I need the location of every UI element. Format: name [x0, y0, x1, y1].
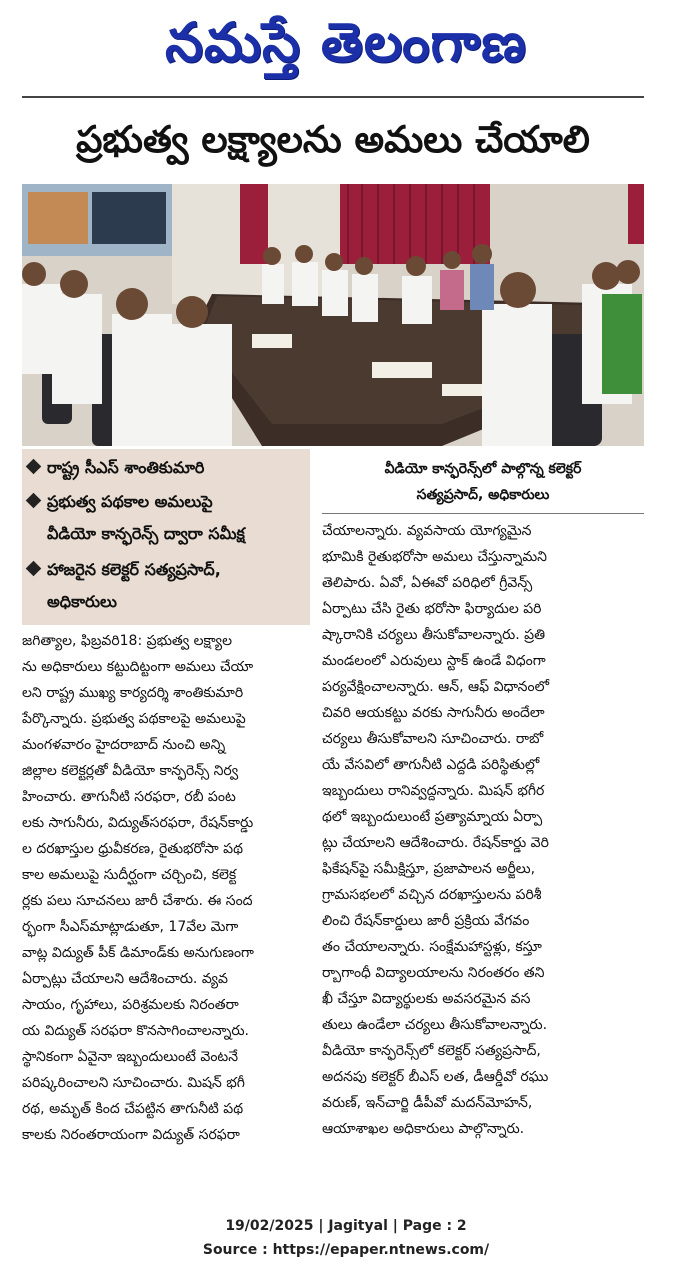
- article-line: తం చేయాలన్నారు. సంక్షేమహాస్టళ్లు, కస్తూ: [322, 939, 542, 955]
- article-line: ను అధికారులు కట్టుదిట్టంగా అమలు చేయా: [22, 659, 254, 675]
- article-line: సాయం, గృహాలు, పరిశ్రమలకు నిరంతరా: [22, 997, 239, 1013]
- photo-illustration: [22, 184, 644, 446]
- highlight-item: హాజరైన కలెక్టర్ సత్యప్రసాద్,: [28, 555, 221, 585]
- masthead-rule: [22, 96, 644, 98]
- footer-source: Source : https://epaper.ntnews.com/: [202, 1242, 490, 1258]
- article-line: జిల్లాల కలెక్టర్లతో వీడియో కాన్ఫరెన్స్ నిర్వ: [22, 763, 239, 779]
- article-line: వీడియో కాన్ఫరెన్స్‌లో కలెక్టర్ సత్యప్రసాద్,: [322, 1043, 541, 1059]
- headline: ప్రభుత్వ లక్ష్యాలను అమలు చేయాలి: [76, 118, 590, 161]
- article-line: థలో ఇబ్బందులుంటే ప్రత్యామ్నాయ ఏర్పా: [322, 809, 543, 825]
- article-line: ఫికేషన్‌పై సమీక్షిస్తూ, ప్రజాపాలన అర్జీలు,: [322, 861, 536, 877]
- article-line: మంగళవారం హైదరాబాద్ నుంచి అన్ని: [22, 737, 226, 753]
- article-line: య విద్యుత్ సరఫరా కొనసాగించాలన్నారు.: [22, 1023, 250, 1039]
- article-line: జగిత్యాల, ఫిబ్రవరి18: ప్రభుత్వ లక్ష్యాల: [22, 633, 233, 649]
- article-line: ల దరఖాస్తుల ధ్రువీకరణ, రైతుభరోసా పథ: [22, 841, 243, 857]
- article-line: వరుణ్, ఇన్‌చార్జి డీపీవో మదన్‌మోహన్,: [322, 1095, 533, 1111]
- article-line: లకు సాగునీరు, విద్యుత్‌సరఫరా, రేషన్‌కార్డు: [22, 815, 254, 831]
- article-line: ర్బాగాంధీ విద్యాలయాలను నిరంతరం తని: [322, 965, 545, 981]
- article-line: చర్యలు తీసుకోవాలని సూచించారు. రాబో: [322, 731, 544, 747]
- article-line: ఏర్పాటు చేసి రైతు భరోసా ఫిర్యాదుల పరి: [322, 601, 542, 617]
- caption-line: వీడియో కాన్ఫరెన్స్‌లో పాల్గొన్న కలెక్టర్: [384, 461, 582, 477]
- masthead-title: నమస్తే తెలంగాణ: [165, 11, 527, 74]
- article-column-right: [322, 518, 644, 1142]
- article-line: లని రాష్ట్ర ముఖ్య కార్యదర్శి శాంతికుమారి: [22, 685, 244, 701]
- article-line: హించారు. తాగునీటి సరఫరా, రబీ పంట: [22, 789, 236, 805]
- article-line: పరిష్కరించాలని సూచించారు. మిషన్ భగీ: [22, 1075, 245, 1091]
- diamond-bullet-icon: [26, 459, 42, 475]
- article-column-left: [22, 628, 310, 1148]
- article-line: పేర్కొన్నారు. ప్రభుత్వ పథకాలపై అమలుపై: [22, 711, 246, 727]
- highlight-item: ప్రభుత్వ పథకాల అమలుపై: [28, 487, 213, 517]
- article-line: ర్లకు పలు సూచనలు జారీ చేశారు. ఈ సంద: [22, 893, 253, 909]
- article-line: ఆయాశాఖల అధికారులు పాల్గొన్నారు.: [322, 1121, 525, 1137]
- article-line: అదనపు కలెక్టర్ బీఎస్ లత, డీఆర్డీవో రఘు: [322, 1069, 549, 1085]
- article-line: తులు ఉండేలా చర్యలు తీసుకోవాలన్నారు.: [322, 1017, 548, 1033]
- article-line: చేయాలన్నారు. వ్యవసాయ యోగ్యమైన: [322, 523, 532, 539]
- photo-caption: [322, 456, 644, 508]
- article-line: లించి రేషన్‌కార్డులు జారీ ప్రక్రియ వేగవం: [322, 913, 530, 929]
- article-line: యే వేసవిలో తాగునీటి ఎద్దడి పరిస్థితుల్లో: [322, 757, 540, 773]
- article-line: స్థానికంగా ఏవైనా ఇబ్బందులుంటే వెంటనే: [22, 1049, 239, 1065]
- article-line: రథ, అమృత్ కింద చేపట్టిన తాగునీటి పథ: [22, 1101, 244, 1117]
- article-line: కాలకు నిరంతరాయంగా విద్యుత్ సరఫరా: [22, 1127, 240, 1143]
- highlight-item-continuation: వీడియో కాన్ఫరెన్స్ ద్వారా సమీక్ష: [47, 524, 245, 543]
- article-line: ఇబ్బందులు రానివ్వద్దన్నారు. మిషన్ భగీర: [322, 783, 545, 799]
- highlights-box: [22, 449, 310, 625]
- article-line: ర్భంగా సీఎస్‌మాట్లాడుతూ, 17వేల మెగా: [22, 919, 239, 935]
- article-line: గ్రామసభలలో వచ్చిన దరఖాస్తులను పరిశీ: [322, 887, 542, 903]
- news-photo: [22, 184, 644, 446]
- article-line: మండలంలో ఎరువులు స్టాక్ ఉండే విధంగా: [322, 653, 546, 669]
- masthead: [0, 8, 692, 78]
- caption-line: సత్యప్రసాద్, అధికారులు: [416, 487, 550, 503]
- article-line: తెలిపారు. ఏవో, ఏఈవో పరిధిలో గ్రీవెన్స్: [322, 575, 533, 591]
- article-line: ఖీ చేస్తూ విద్యార్థులకు అవసరమైన వస: [322, 991, 531, 1007]
- article-line: కాల అమలుపై సుదీర్ఘంగా చర్చించి, కలెక్ట: [22, 867, 237, 883]
- caption-rule: [322, 513, 644, 514]
- highlight-item: రాష్ట్ర సీఎస్ శాంతికుమారి: [28, 453, 204, 483]
- article-line: భూమికి రైతుభరోసా అమలు చేస్తున్నామని: [322, 549, 547, 565]
- article-line: ష్కారానికి చర్యలు తీసుకోవాలన్నారు. ప్రతి: [322, 627, 546, 643]
- diamond-bullet-icon: [26, 493, 42, 509]
- article-line: ట్లు చేయాలని ఆదేశించారు. రేషన్‌కార్డు వెరి: [322, 835, 549, 851]
- article-line: ఏర్పాట్లు చేయాలని ఆదేశించారు. వ్యవ: [22, 971, 228, 987]
- article-line: వాట్ల విద్యుత్ పీక్ డిమాండ్‌కు అనుగుణంగా: [22, 945, 254, 961]
- diamond-bullet-icon: [26, 561, 42, 577]
- article-line: పర్యవేక్షించాలన్నారు. ఆన్, ఆఫ్ విధానంలో: [322, 679, 550, 695]
- footer-dateline: 19/02/2025 | Jagityal | Page : 2: [225, 1218, 467, 1234]
- highlight-item-continuation: అధికారులు: [47, 592, 117, 611]
- article-line: చివరి ఆయకట్టు వరకు సాగునీరు అందేలా: [322, 705, 545, 721]
